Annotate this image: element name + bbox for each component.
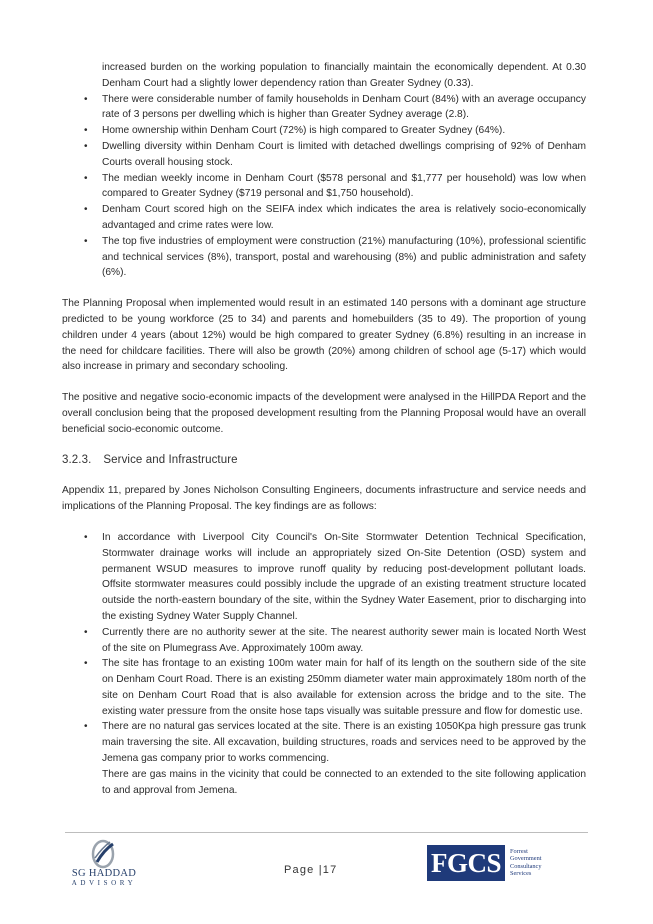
top-bullets-continuation [62, 60, 586, 92]
page-number: Page |17 [284, 864, 338, 876]
infrastructure-continuation [62, 767, 586, 799]
list-item: increased burden on the working population to financially maintain the economically dependent. At 0.30 Denham Court had a slightly lower dependency ration than Greater Sydney (0.33). [102, 62, 586, 89]
document-body [62, 60, 586, 798]
demographic-bullets [62, 92, 586, 282]
infrastructure-bullets [62, 530, 586, 767]
list-item: • Home ownership within Denham Court (72%) is high compared to Greater Sydney (64%). [62, 123, 586, 139]
sg-haddad-name: SG HADDAD [71, 868, 137, 879]
list-item: • In accordance with Liverpool City Council's On-Site Stormwater Detention Technical Specification, Stormwater drainage works will include an appropriately sized On-Site Detention (OSD) system and permanent WSUD measures to improve runoff quality by reducing post-development pollutant loads. Offsite stormwater measures could possibly include the upgrade of an existing treatment structure located outside the north-eastern boundary of the site, within the Sydney Water Easement, prior to discharging into the existing Sydney Water Supply Channel. [62, 530, 586, 625]
list-item: • Denham Court scored high on the SEIFA index which indicates the area is relatively socio-economically advantaged and crime rates were low. [62, 202, 586, 234]
section-heading [62, 453, 586, 469]
fgcs-logo: FGCS [427, 845, 505, 881]
paragraph: The Planning Proposal when implemented would result in an estimated 140 persons with a dominant age structure predicted to be young workforce (25 to 34) and parents and homebuilders (35 to 49). The proportion of young children under 4 years (about 12%) would be high compared to greater Sydney (6.8%) resulting in an increase in the need for childcare facilities. There will also be growth (20%) among children of school age (5-17) which would also increase in primary and secondary schooling. [62, 298, 586, 373]
list-item: • There are no natural gas services located at the site. There is an existing 1050Kpa high pressure gas trunk main traversing the site. All excavation, building structures, roads and services need to be approved by the Jemena gas company prior to works commencing. [62, 719, 586, 766]
paragraph: Appendix 11, prepared by Jones Nicholson Consulting Engineers, documents infrastructure and service needs and implications of the Planning Proposal. The key findings are as follows: [62, 485, 586, 513]
list-item: • Currently there are no authority sewer at the site. The nearest authority sewer main is located North West of the site on Plumegrass Ave. Approximately 100m away. [62, 625, 586, 657]
fgcs-logo-words: Forrest Government Consultancy Services [510, 848, 542, 878]
section-title: Service and Infrastructure [103, 453, 238, 466]
list-item: • The top five industries of employment were construction (21%) manufacturing (10%), professional scientific and technical services (8%), transport, postal and warehousing (8%) and public administration and safety (6%). [62, 234, 586, 281]
sg-haddad-subtitle: ADVISORY [71, 879, 137, 887]
list-item: • The site has frontage to an existing 100m water main for half of its length on the southern side of the site on Denham Court Road. There is an existing 250mm diameter water main approximately 180m north of the site on Denham Court Road that is also available for extension across the bridge and to the site. The existing water pressure from the onsite hose taps visually was suitable pressure and flow for domestic use. [62, 656, 586, 719]
list-item: • There were considerable number of family households in Denham Court (84%) with an average occupancy rate of 3 persons per dwelling which is higher than Greater Sydney average (2.8). [62, 92, 586, 124]
list-item: There are gas mains in the vicinity that could be connected to an extended to the site following application to and approval from Jemena. [102, 768, 586, 796]
section-number: 3.2.3. [62, 453, 92, 466]
list-item: • The median weekly income in Denham Court ($578 personal and $1,777 per household) was low when compared to Greater Sydney ($719 personal and $1,750 household). [62, 171, 586, 203]
paragraph: The positive and negative socio-economic impacts of the development were analysed in the HillPDA Report and the overall conclusion being that the proposed development resulting from the Planning Proposal would have an overall beneficial socio-economic outcome. [62, 392, 586, 435]
footer-divider [65, 832, 588, 833]
list-item: • Dwelling diversity within Denham Court is limited with detached dwellings comprising of 92% of Denham Courts overall housing stock. [62, 139, 586, 171]
